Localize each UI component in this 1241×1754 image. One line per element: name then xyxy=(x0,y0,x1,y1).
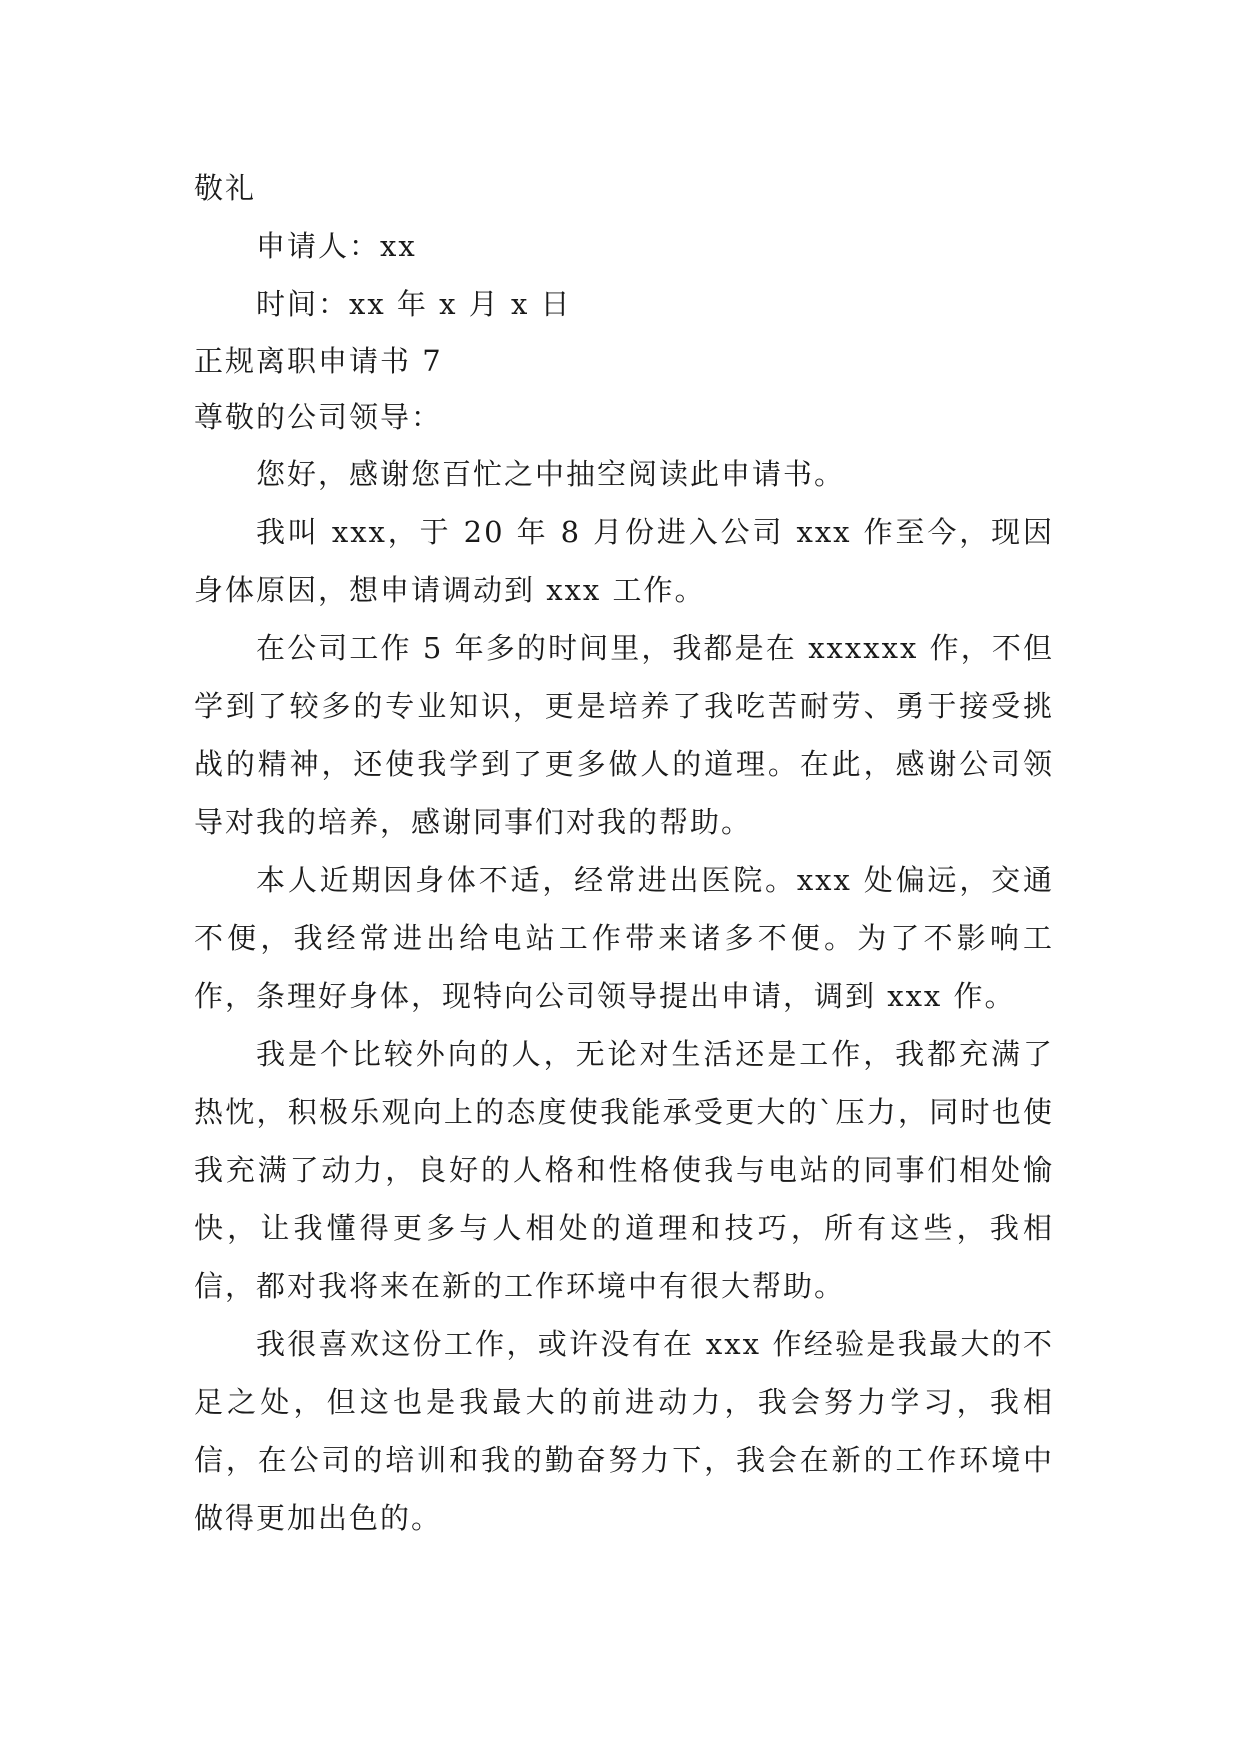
document-body xyxy=(194,159,1054,1547)
section-title: 正规离职申请书 7 xyxy=(194,344,443,378)
paragraph-reason: 本人近期因身体不适，经常进出医院。xxx 处偏远，交通不便，我经常进出给电站工作带来诸多不便。为了不影响工作，条理好身体，现特向公司领导提出申请，调到 xxx 作。 xyxy=(194,863,1054,1013)
applicant-line: 申请人：xx xyxy=(256,229,417,263)
paragraph-experience: 在公司工作 5 年多的时间里，我都是在 xxxxxx 作，不但学到了较多的专业知识，更是培养了我吃苦耐劳、勇于接受挑战的精神，还使我学到了更多做人的道理。在此，感谢公司领导对我的培养，感谢同事们对我的帮助。 xyxy=(194,631,1054,839)
paragraph-personality: 我是个比较外向的人，无论对生活还是工作，我都充满了热忱，积极乐观向上的态度使我能承受更大的`压力，同时也使我充满了动力，良好的人格和性格使我与电站的同事们相处愉快，让我懂得更多与人相处的道理和技巧，所有这些，我相信，都对我将来在新的工作环境中有很大帮助。 xyxy=(194,1037,1054,1303)
salutation: 尊敬的公司领导： xyxy=(194,400,443,434)
paragraph-introduction: 我叫 xxx，于 20 年 8 月份进入公司 xxx 作至今，现因身体原因，想申请调动到 xxx 工作。 xyxy=(194,515,1054,607)
date-line: 时间：xx 年 x 月 x 日 xyxy=(256,287,572,321)
paragraph-commitment: 我很喜欢这份工作，或许没有在 xxx 作经验是我最大的不足之处，但这也是我最大的前进动力，我会努力学习，我相信，在公司的培训和我的勤奋努力下，我会在新的工作环境中做得更加出色的。 xyxy=(194,1327,1054,1535)
paragraph-greeting: 您好，感谢您百忙之中抽空阅读此申请书。 xyxy=(256,457,846,491)
closing-text: 敬礼 xyxy=(194,171,257,205)
